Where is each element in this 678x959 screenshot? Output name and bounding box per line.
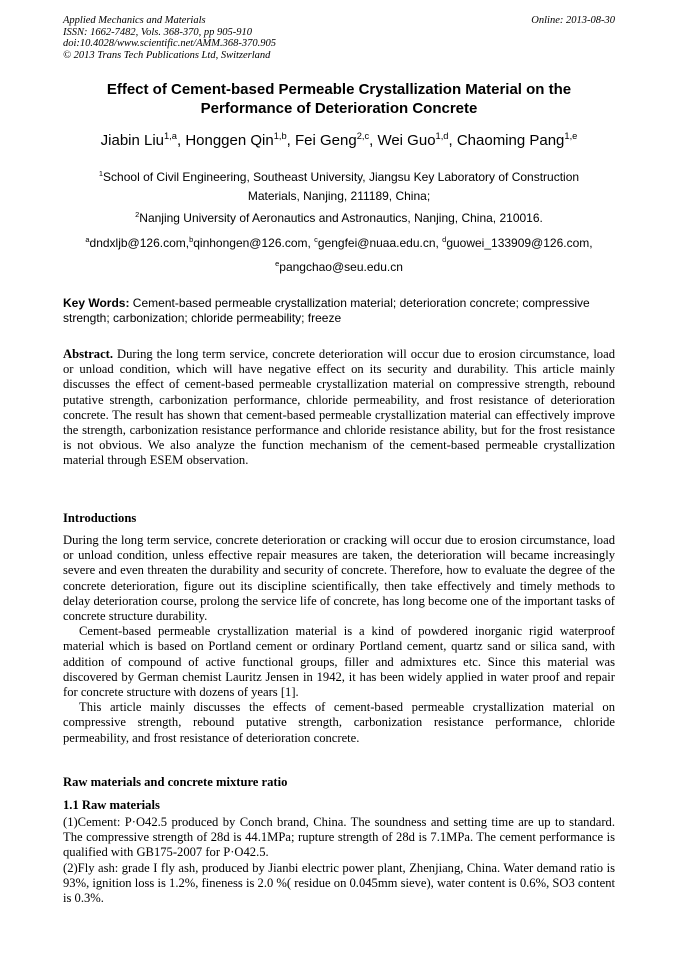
keywords-text: Cement-based permeable crystallization material; deterioration concrete; compressive strength; carbonization; chloride permeability; freeze: [63, 296, 590, 325]
author-name: Fei Geng: [295, 132, 357, 149]
paragraph: (2)Fly ash: grade I fly ash, produced by Jianbi electric power plant, Zhenjiang, China. Water demand ratio is 93%, ignition loss is 1.2%, fineness is 2.0 %( residue on 0.045mm sieve), water content is 0.6%, SO3 content is 0.3%.: [63, 860, 615, 906]
author-affiliation-mark: 1,d: [435, 131, 449, 141]
author-separator: ,: [176, 132, 186, 149]
author-affiliation-mark: 1,b: [273, 131, 287, 141]
abstract-label: Abstract.: [63, 347, 114, 361]
paragraph: (1)Cement: P·O42.5 produced by Conch brand, China. The soundness and setting time are up to standard. The compressive strength of 28d is 44.1MPa; rupture strength of 28d is 7.1MPa. The cement performance is qualified with GB175-2007 for P·O42.5.: [63, 815, 615, 860]
author-name: Wei Guo: [377, 132, 436, 149]
email-mark: b: [189, 235, 194, 244]
author-list: [63, 131, 615, 151]
paragraph: During the long term service, concrete deterioration or cracking will occur due to erosion circumstance, load or unload condition, unless effective repair measures are taken, the deterioration will became increasingly severe and even threaten the durability and security of concrete. Therefore, how to evaluate the degree of the concrete deterioration, figure out its discipline scientifically, then take effectively and timely methods to delay deterioration course, prolong the service life of concrete, has long become one of the important tasks of concrete structure durability.: [63, 533, 615, 624]
journal-name: Applied Mechanics and Materials: [63, 15, 206, 26]
affiliation-1-line-1: [80, 168, 598, 187]
copyright-line: © 2013 Trans Tech Publications Ltd, Switzerland: [63, 49, 271, 61]
affiliation-1-mark: 1: [98, 169, 104, 178]
title-line-2: Performance of Deterioration Concrete: [200, 100, 478, 117]
issn-line: ISSN: 1662-7482, Vols. 368-370, pp 905-910: [63, 26, 252, 38]
email-address: gengfei@nuaa.edu.cn,: [317, 236, 443, 250]
email-address: qinhongen@126.com,: [193, 236, 315, 250]
keywords: [63, 296, 615, 326]
introductions-body: [63, 533, 615, 746]
author-affiliation-mark: 1,e: [564, 131, 578, 141]
author-separator: ,: [448, 132, 457, 149]
subsection-heading-raw-materials: 1.1 Raw materials: [63, 798, 160, 812]
email-line-1: [63, 234, 615, 253]
keywords-label: Key Words:: [63, 296, 130, 310]
email-mark: a: [85, 235, 90, 244]
author-separator: ,: [286, 132, 295, 149]
paragraph: This article mainly discusses the effects of cement-based permeable crystallization material on compressive strength, rebound putative strength, carbonization resistance performance, chloride permeability, and frost resistance of deterioration concrete.: [63, 700, 615, 745]
affiliation-1-text: School of Civil Engineering, Southeast University, Jiangsu Key Laboratory of Construction: [103, 170, 580, 184]
author-affiliation-mark: 1,a: [164, 131, 177, 141]
email-mark: e: [275, 259, 280, 268]
paragraph: Cement-based permeable crystallization material is a kind of powdered inorganic rigid waterproof material which is based on Portland cement or ordinary Portland cement, quartz sand or silica sand, with addition of compound of active functional groups, filler and admixtures etc. Since this material was discovered by German chemist Lauritz Jensen in 1942, it has been widely applied in water proof and repair for concrete structure with dozens of years [1].: [63, 624, 615, 700]
email-mark: c: [314, 235, 318, 244]
title-line-1: Effect of Cement-based Permeable Crystallization Material on the: [106, 81, 572, 98]
email-address: guowei_133909@126.com,: [446, 236, 593, 250]
abstract: [63, 347, 615, 469]
email-mark: d: [442, 235, 447, 244]
email-address: dndxljb@126.com,: [89, 236, 190, 250]
raw-materials-body: [63, 815, 615, 906]
email-list: [63, 234, 615, 277]
abstract-text: During the long term service, concrete deterioration will occur due to erosion circumstance, load or unload condition, which will have negative effect on its security and durability. This article mainly discusses the effect of cement-based permeable crystallization material on compressive strength, rebound putative strength, carbonization performance, chloride permeability, and frost resistance of deterioration concrete. The result has shown that cement-based permeable crystallization material can effectively improve the strength, carbonization resistance performance and chloride resistance ability, but for the frost resistance is not obvious. We also analyze the function mechanism of the cement-based permeable crystallization material through ESEM observation.: [63, 347, 615, 468]
affiliation-2: [80, 209, 598, 228]
online-date: Online: 2013-08-30: [531, 15, 615, 26]
section-heading-introductions: Introductions: [63, 511, 137, 525]
affiliation-2-text: Nanjing University of Aeronautics and Astronautics, Nanjing, China, 210016.: [139, 211, 543, 225]
doi-line: doi:10.4028/www.scientific.net/AMM.368-370.905: [63, 38, 276, 49]
journal-header: [63, 15, 615, 61]
affiliation-2-mark: 2: [135, 210, 140, 219]
author-name: Honggen Qin: [185, 132, 274, 149]
author-affiliation-mark: 2,c: [356, 131, 370, 141]
email-line-2: [63, 258, 615, 277]
affiliation-1: [80, 168, 598, 206]
author-name: Chaoming Pang: [456, 132, 565, 149]
email-address: pangchao@seu.edu.cn: [279, 260, 403, 274]
section-heading-raw-materials: Raw materials and concrete mixture ratio: [63, 775, 288, 789]
affiliation-1-line-2: Materials, Nanjing, 211189, China;: [247, 189, 431, 203]
paper-title: [63, 80, 615, 118]
author-separator: ,: [369, 132, 378, 149]
author-name: Jiabin Liu: [100, 132, 165, 149]
